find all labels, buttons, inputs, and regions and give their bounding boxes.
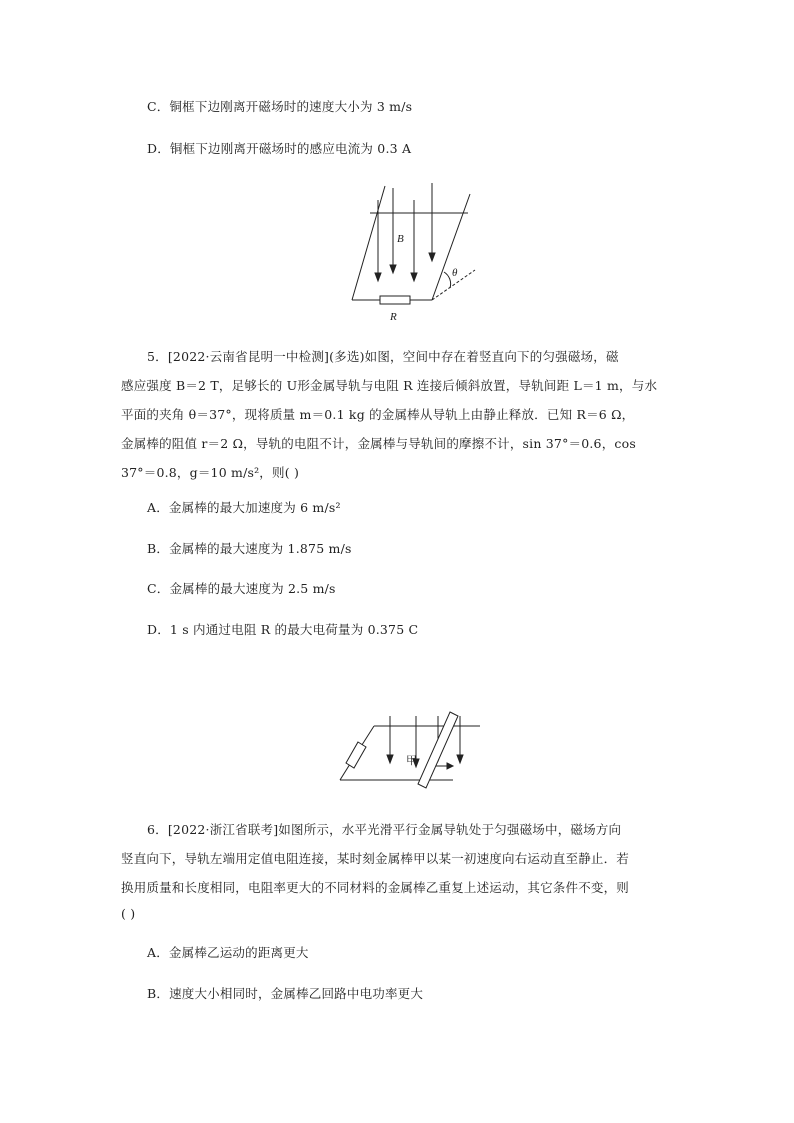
inclined-rail-figure bbox=[340, 178, 490, 328]
horizontal-rail-figure bbox=[338, 702, 488, 792]
label-theta: θ bbox=[452, 267, 458, 279]
horizontal-rail-diagram bbox=[338, 702, 488, 792]
q5-line-1: 5．[2022·云南省昆明一中检测](多选)如图，空间中存在着竖直向下的匀强磁场，磁 bbox=[147, 349, 619, 364]
label-jia: 甲 bbox=[406, 754, 417, 767]
q6-option-b: B．速度大小相同时，金属棒乙回路中电功率更大 bbox=[147, 986, 424, 1001]
q5-option-c: C．金属棒的最大速度为 2.5 m/s bbox=[147, 581, 336, 596]
q5-option-a: A．金属棒的最大加速度为 6 m/s² bbox=[147, 500, 341, 515]
q6-option-a: A．金属棒乙运动的距离更大 bbox=[147, 945, 309, 960]
q6-line-2: 竖直向下，导轨左端用定值电阻连接，某时刻金属棒甲以某一初速度向右运动直至静止．若 bbox=[121, 851, 630, 866]
q6-line-3: 换用质量和长度相同，电阻率更大的不同材料的金属棒乙重复上述运动，其它条件不变，则 bbox=[121, 880, 630, 895]
q5-option-d: D．1 s 内通过电阻 R 的最大电荷量为 0.375 C bbox=[147, 622, 419, 637]
label-b: B bbox=[397, 233, 404, 245]
q6-line-4: ( ) bbox=[121, 906, 136, 921]
q5-line-4: 金属棒的阻值 r＝2 Ω，导轨的电阻不计，金属棒与导轨间的摩擦不计，sin 37°＝0.6，cos bbox=[121, 436, 636, 451]
option-d: D．铜框下边刚离开磁场时的感应电流为 0.3 A bbox=[147, 141, 412, 156]
q5-option-b: B．金属棒的最大速度为 1.875 m/s bbox=[147, 541, 352, 556]
q5-line-2: 感应强度 B＝2 T，足够长的 U形金属导轨与电阻 R 连接后倾斜放置，导轨间距 L＝1 m，与水 bbox=[121, 378, 658, 393]
q5-line-3: 平面的夹角 θ＝37°，现将质量 m＝0.1 kg 的金属棒从导轨上由静止释放．已知 R＝6 Ω， bbox=[121, 407, 635, 422]
label-r: R bbox=[390, 311, 397, 323]
q6-line-1: 6．[2022·浙江省联考]如图所示，水平光滑平行金属导轨处于匀强磁场中，磁场方向 bbox=[147, 822, 622, 837]
inclined-rail-diagram bbox=[340, 178, 490, 328]
option-c: C．铜框下边刚离开磁场时的速度大小为 3 m/s bbox=[147, 99, 413, 114]
q5-line-5: 37°＝0.8，g＝10 m/s²，则( ) bbox=[121, 465, 300, 480]
